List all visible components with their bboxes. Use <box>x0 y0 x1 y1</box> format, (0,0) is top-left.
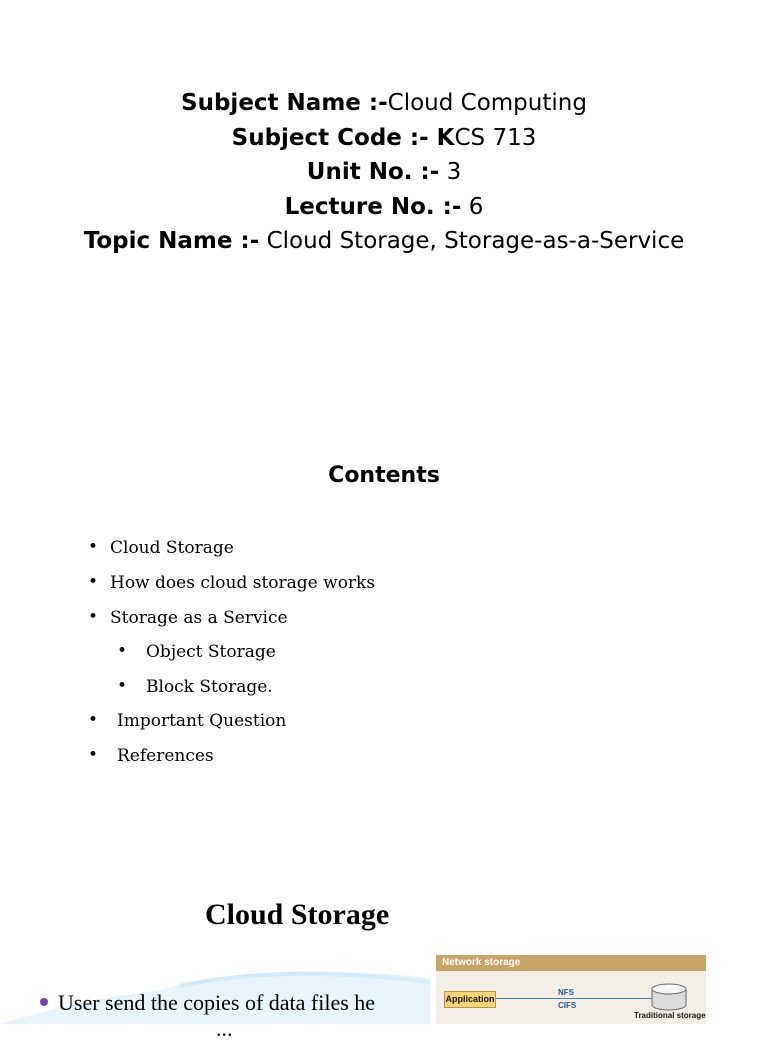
list-item-label: Storage as a Service <box>110 608 288 628</box>
topic-label: Topic Name :- <box>83 228 260 255</box>
application-box: Application <box>444 991 496 1008</box>
unit-line <box>0 155 768 190</box>
subject-name-label: Subject Name :- <box>181 90 388 116</box>
subject-name-line <box>0 86 768 121</box>
storage-cylinder-icon <box>650 983 688 1011</box>
network-storage-diagram <box>436 955 706 1024</box>
cloud-storage-heading: Cloud Storage <box>205 898 390 931</box>
bullet-icon: • <box>88 537 99 557</box>
bullet-icon: • <box>88 607 99 627</box>
list-item-label: How does cloud storage works <box>110 573 376 593</box>
list-item-label: Cloud Storage <box>110 538 234 558</box>
list-item-label: Important Question <box>117 711 287 731</box>
subject-code-label: Subject Code :- K <box>231 124 455 151</box>
protocol-line <box>496 998 652 999</box>
subject-code-line <box>0 121 768 156</box>
list-item-label: References <box>117 746 214 766</box>
bullet-icon: • <box>88 745 99 765</box>
protocol-cifs-label: CIFS <box>558 1001 577 1010</box>
contents-heading: Contents <box>328 463 440 488</box>
lecture-label: Lecture No. :- <box>284 193 462 220</box>
bullet-icon <box>40 998 48 1006</box>
topic-line <box>0 224 768 259</box>
diagram-header: Network storage <box>436 955 706 971</box>
bullet-text-continued: ... <box>216 1016 233 1041</box>
topic-value: Cloud Storage, Storage-as-a-Service <box>266 228 685 255</box>
bullet-icon: • <box>117 641 128 661</box>
subject-code-value: CS 713 <box>454 124 537 151</box>
list-item-label: Block Storage. <box>146 677 273 697</box>
lecture-value: 6 <box>468 193 484 220</box>
subject-name-value: Cloud Computing <box>387 90 587 116</box>
traditional-storage-label: Traditional storage <box>634 1011 706 1020</box>
title-block <box>0 86 768 259</box>
unit-label: Unit No. :- <box>306 159 440 186</box>
unit-value: 3 <box>446 159 462 186</box>
lecture-line <box>0 190 768 225</box>
bullet-text: User send the copies of data files he <box>58 990 376 1015</box>
bullet-icon: • <box>117 676 128 696</box>
list-item-label: Object Storage <box>146 642 276 662</box>
bullet-icon: • <box>88 572 99 592</box>
bullet-icon: • <box>88 710 99 730</box>
protocol-nfs-label: NFS <box>558 988 574 997</box>
